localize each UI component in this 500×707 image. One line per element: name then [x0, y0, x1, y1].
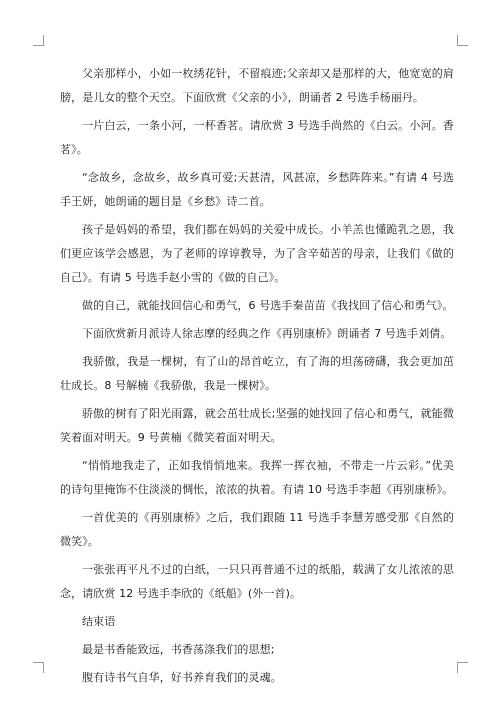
paragraph-homesick: “念故乡，念故乡，故乡真可爱;天甚清，风甚凉，乡愁阵阵来。”有请 4 号选手王妍，她朗诵的题目是《乡愁》诗二首。 [60, 171, 454, 208]
closing-line-2: 腹有诗书气自华，好书养育我们的灵魂。 [82, 671, 282, 684]
paragraph-mother: 孩子是妈妈的希望，我们都在妈妈的关爱中成长。小羊羔也懂跪乳之恩，我们更应该学会感恩，为了老师的谆谆教导，为了含辛茹苦的母亲，让我们《做的自己》。有请 5 号选手赵小雪的《做的自己》。 [60, 223, 454, 284]
crop-mark-bottom-right [457, 662, 468, 673]
closing-heading: 结束语 [82, 615, 116, 628]
document-body [60, 62, 454, 690]
paragraph-kangqiao-poem: “悄悄地我走了，正如我悄悄地来。我挥一挥衣袖，不带走一片云彩。”优美的诗句里掩饰不住淡淡的惆怅，浓浓的执着。有请 10 号选手李超《再别康桥》。 [60, 459, 454, 496]
crop-mark-top-right [457, 35, 468, 46]
crop-mark-bottom-left [33, 662, 44, 673]
paragraph-white-cloud: 一片白云，一条小河，一杯香茗。请欣赏 3 号选手尚然的《白云。小河。香茗》。 [60, 119, 454, 156]
paragraph-tree: 我骄傲，我是一棵树，有了山的昂首屹立，有了海的坦荡磅礴，我会更加茁壮成长。8 号解楠《我骄傲，我是一棵树》。 [60, 355, 454, 392]
crop-mark-top-left [33, 35, 44, 46]
paragraph-confidence: 做的自己，就能找回信心和勇气，6 号选手秦苗苗《我找回了信心和勇气》。 [82, 299, 454, 312]
paragraph-nature-smile: 一首优美的《再别康桥》之后，我们跟随 11 号选手李慧芳感受那《自然的微笑》。 [60, 511, 454, 548]
paragraph-smile: 骄傲的树有了阳光雨露，就会茁壮成长;坚强的她找回了信心和勇气，就能微笑着面对明天。9 号黄楠《微笑着面对明天。 [60, 407, 454, 444]
paragraph-father: 父亲那样小，小如一枚绣花针，不留痕迹;父亲却又是那样的大，他宽宽的肩膀，是儿女的整个天空。下面欣赏《父亲的小》，朗诵者 2 号选手杨丽丹。 [60, 67, 454, 104]
paragraph-kangqiao-intro: 下面欣赏新月派诗人徐志摩的经典之作《再别康桥》朗诵者 7 号选手刘倩。 [82, 327, 452, 340]
paragraph-paper-boat: 一张张再平凡不过的白纸，一只只再普通不过的纸船，载满了女儿浓浓的思念，请欣赏 12 号选手李欣的《纸船》(外一首)。 [60, 563, 454, 600]
closing-line-1: 最是书香能致远，书香荡涤我们的思想; [82, 643, 275, 656]
